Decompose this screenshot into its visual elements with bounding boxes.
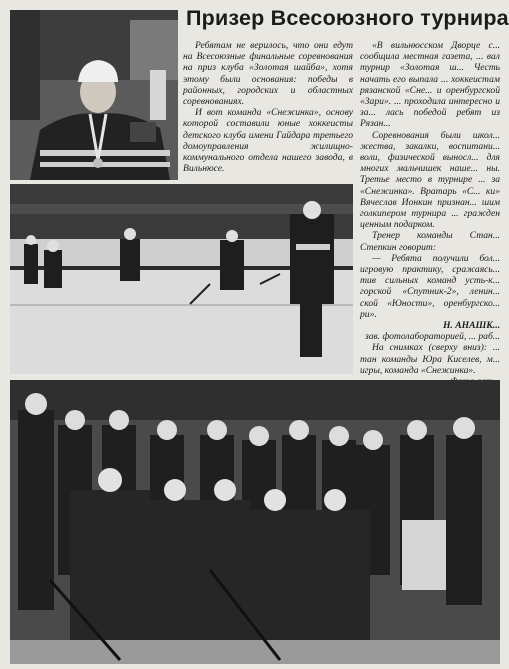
article-left-column (183, 40, 353, 176)
article-right-column (360, 40, 500, 375)
team-photo (10, 380, 500, 664)
right-paragraph-2: Соревнования были школ... жества, закалки, воспитани... воли, физической выносл... для многих мальчишек наше... ны. Третье место в турнире ... за «Снежинка». Вратарь «С... ки» Вячеслав Ионкин признан... шим голкипером турнира ... гражден ценным подарком. (360, 129, 500, 231)
left-paragraph-1: Ребятам не верилось, что они едут на Всесоюзные финальные соревнования на приз клуба «Золотая шайба», хотя этому были основания: победы в районных, городских и областных соревнованиях. (183, 40, 353, 108)
right-paragraph-3: Тренер команды Стан... Степкин говорит: (360, 230, 500, 253)
right-paragraph-1: «В вильнюсском Дворце с... сообщила местная газета, ... вал турнир «Золотая ш... Честь начать его выпала ... хоккеистам рязанской «Сне... и оренбургской «Зари». ... проходила интересно и за... лась победой ребят из Рязан... (360, 40, 500, 130)
right-paragraph-4: — Ребята получили бол... игровую практику, сражаясь... тив сильных команд усть-к... горской «Спутник-2», ленин... ской «Юности», оренбургско... ри». (360, 252, 500, 320)
hockey-game-photo (10, 184, 353, 374)
photo-caption: На снимках (сверху вниз): ... тан команды Юра Киселев, м... игры, команда «Снежинка». (360, 342, 500, 376)
left-paragraph-2: И вот команда «Снежинка», основу которой составили юные хоккеисты детского клуба имени Гайдара третьего домоуправления жилищно-коммунального отдела нашего завода, в Вильнюсе. (183, 107, 353, 175)
headline: Призер Всесоюзного турнира (186, 6, 509, 30)
author-role: зав. фотолабораторией, ... раб... (364, 331, 500, 343)
portrait-photo (10, 10, 178, 180)
author-signature: Н. АНАШК... (442, 320, 500, 332)
